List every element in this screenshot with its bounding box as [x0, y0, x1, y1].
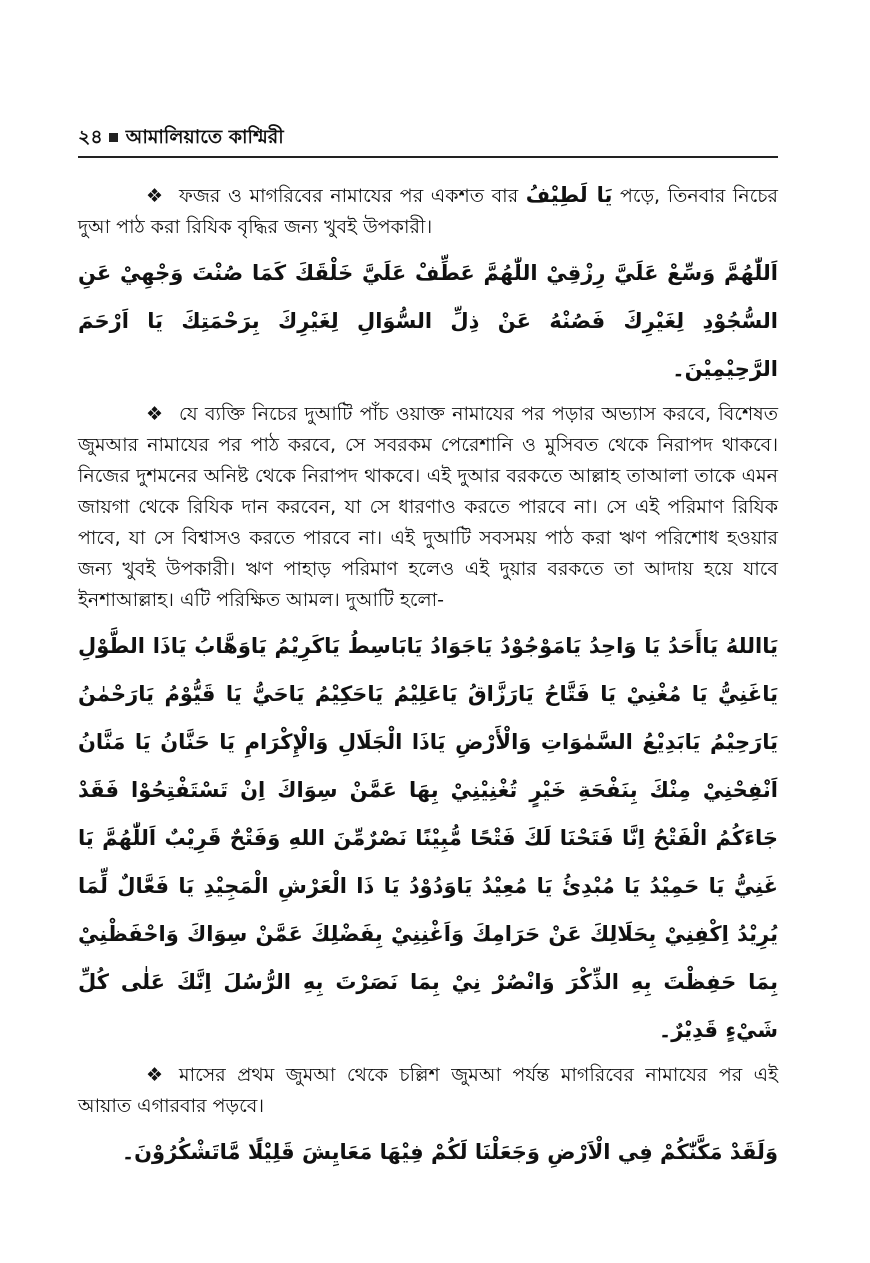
section-2-text: যে ব্যক্তি নিচের দুআটি পাঁচ ওয়াক্ত নামাযের পর পড়ার অভ্যাস করবে, বিশেষত জুমআর নামাযের পর পাঠ করবে, সে সবরকম পেরেশানি ও মুসিবত থেকে নিরাপদ থাকবে। নিজের দুশমনের অনিষ্ট থেকে নিরাপদ থাকবে। এই দুআর বরকতে আল্লাহ তাআলা তাকে এমন জায়গা থেকে রিযিক দান করবেন, যা সে ধারণাও করতে পারবে না। সে এই পরিমাণ রিযিক পাবে, যা সে বিশ্বাসও করতে পারবে না। এই দুআটি সবসময় পাঠ করা ঋণ পরিশোধ হওয়ার জন্য খুবই উপকারী। ঋণ পাহাড় পরিমাণ হলেও এই দুয়ার বরকতে তা আদায় হয়ে যাবে ইনশাআল্লাহ। এটি পরিক্ষিত আমল। দুআটি হলো- — [78, 403, 778, 611]
bullet-diamond-icon: ❖ — [146, 185, 164, 207]
section-1-intro — [78, 180, 778, 243]
bullet-diamond-icon: ❖ — [146, 403, 164, 425]
section-3-text: মাসের প্রথম জুমআ থেকে চল্লিশ জুমআ পর্যন্ত মাগরিবের নামাযের পর এই আয়াত এগারবার পড়বে। — [78, 1064, 778, 1117]
page-number: ২৪ — [78, 126, 103, 148]
section-1-intro-after: পড়ে, তিনবার নিচের দুআ পাঠ করা রিযিক বৃদ্ধির জন্য খুবই উপকারী। — [78, 185, 778, 238]
book-page — [78, 122, 778, 1182]
section-3-paragraph — [78, 1060, 778, 1122]
separator-square-icon — [109, 133, 118, 142]
book-title: আমালিয়াতে কাশ্মিরী — [125, 126, 284, 148]
arabic-divine-name: يَا لَطِيْفُ — [525, 183, 613, 207]
bullet-diamond-icon: ❖ — [146, 1064, 164, 1086]
verse-arabic: وَلَقَدْ مَكَّنّٰكُمْ فِي الْاَرْضِ وَجَعَلْنَا لَكُمْ فِيْهَا مَعَايِشَ قَلِيْلًا مَّاتَشْكُرُوْنَ۔ — [121, 1140, 778, 1164]
section-1-intro-before: ফজর ও মাগরিবের নামাযের পর একশত বার — [179, 185, 519, 207]
running-head — [78, 122, 778, 158]
section-2-paragraph — [78, 399, 778, 616]
dua-1-arabic: اَللّٰهُمَّ وَسِّعْ عَلَيَّ رِزْقِيْ اللّٰهُمَّ عَطِّفْ عَلَيَّ خَلْقَكَ كَمَا صُنْتَ وَجْهِيْ عَنِ السُّجُوْدِ لِغَيْرِكَ فَصُنْهُ عَنْ ذِلِّ السُّوَالِ لِغَيْرِكَ بِرَحْمَتِكَ يَا اَرْحَمَ الرَّحِيْمِيْنَ۔ — [78, 261, 778, 381]
dua-2-arabic: يَااللهُ يَاأَحَدُ يَا وَاحِدُ يَامَوْجُوْدُ يَاجَوَادُ يَابَاسِطُ يَاكَرِيْمُ يَاوَهَّابُ يَاذَا الطَّوْلِ يَاغَنِيُّ يَا مُغْنِيْ يَا فَتَّاحُ يَارَزَّاقُ يَاعَلِيْمُ يَاحَكِيْمُ يَاحَيُّ يَا قَيُّوْمُ يَارَحْمٰنُ يَارَحِيْمُ يَابَدِيْعُ السَّمٰوَاتِ وَالْأَرْضِ يَاذَا الْجَلَالِ وَالْإِكْرَامِ يَا حَنَّانُ يَا مَنَّانُ اَنْفِحْنِيْ مِنْكَ بِنَفْحَةِ خَيْرٍ تُغْنِيْنِيْ بِهَا عَمَّنْ سِوَاكَ اِنْ تَسْتَفْتِحُوْا فَقَدْ جَاءَكُمُ الْفَتْحُ اِنَّا فَتَحْنَا لَكَ فَتْحًا مُّبِيْنًا نَصْرٌمِّنَ اللهِ وَفَتْحٌ قَرِيْبٌ اَللّٰهُمَّ يَا غَنِيُّ يَا حَمِيْدُ يَا مُبْدِئُ يَا مُعِيْدُ يَاوَدُوْدُ يَا ذَا الْعَرْشِ الْمَجِيْدِ يَا فَعَّالٌ لِّمَا يُرِيْدُ اِكْفِنِيْ بِحَلَالِكَ عَنْ حَرَامِكَ وَاَغْنِنِيْ بِفَضْلِكَ عَمَّنْ سِوَاكَ وَاحْفَظْنِيْ بِمَا حَفِظْتَ بِهِ الذِّكْرَ وَانْصُرْ نِيْ بِمَا نَصَرْتَ بِهِ الرُّسُلَ اِنَّكَ عَلٰى كُلِّ شَيْءٍ قَدِيْرٌ۔ — [78, 634, 778, 1042]
